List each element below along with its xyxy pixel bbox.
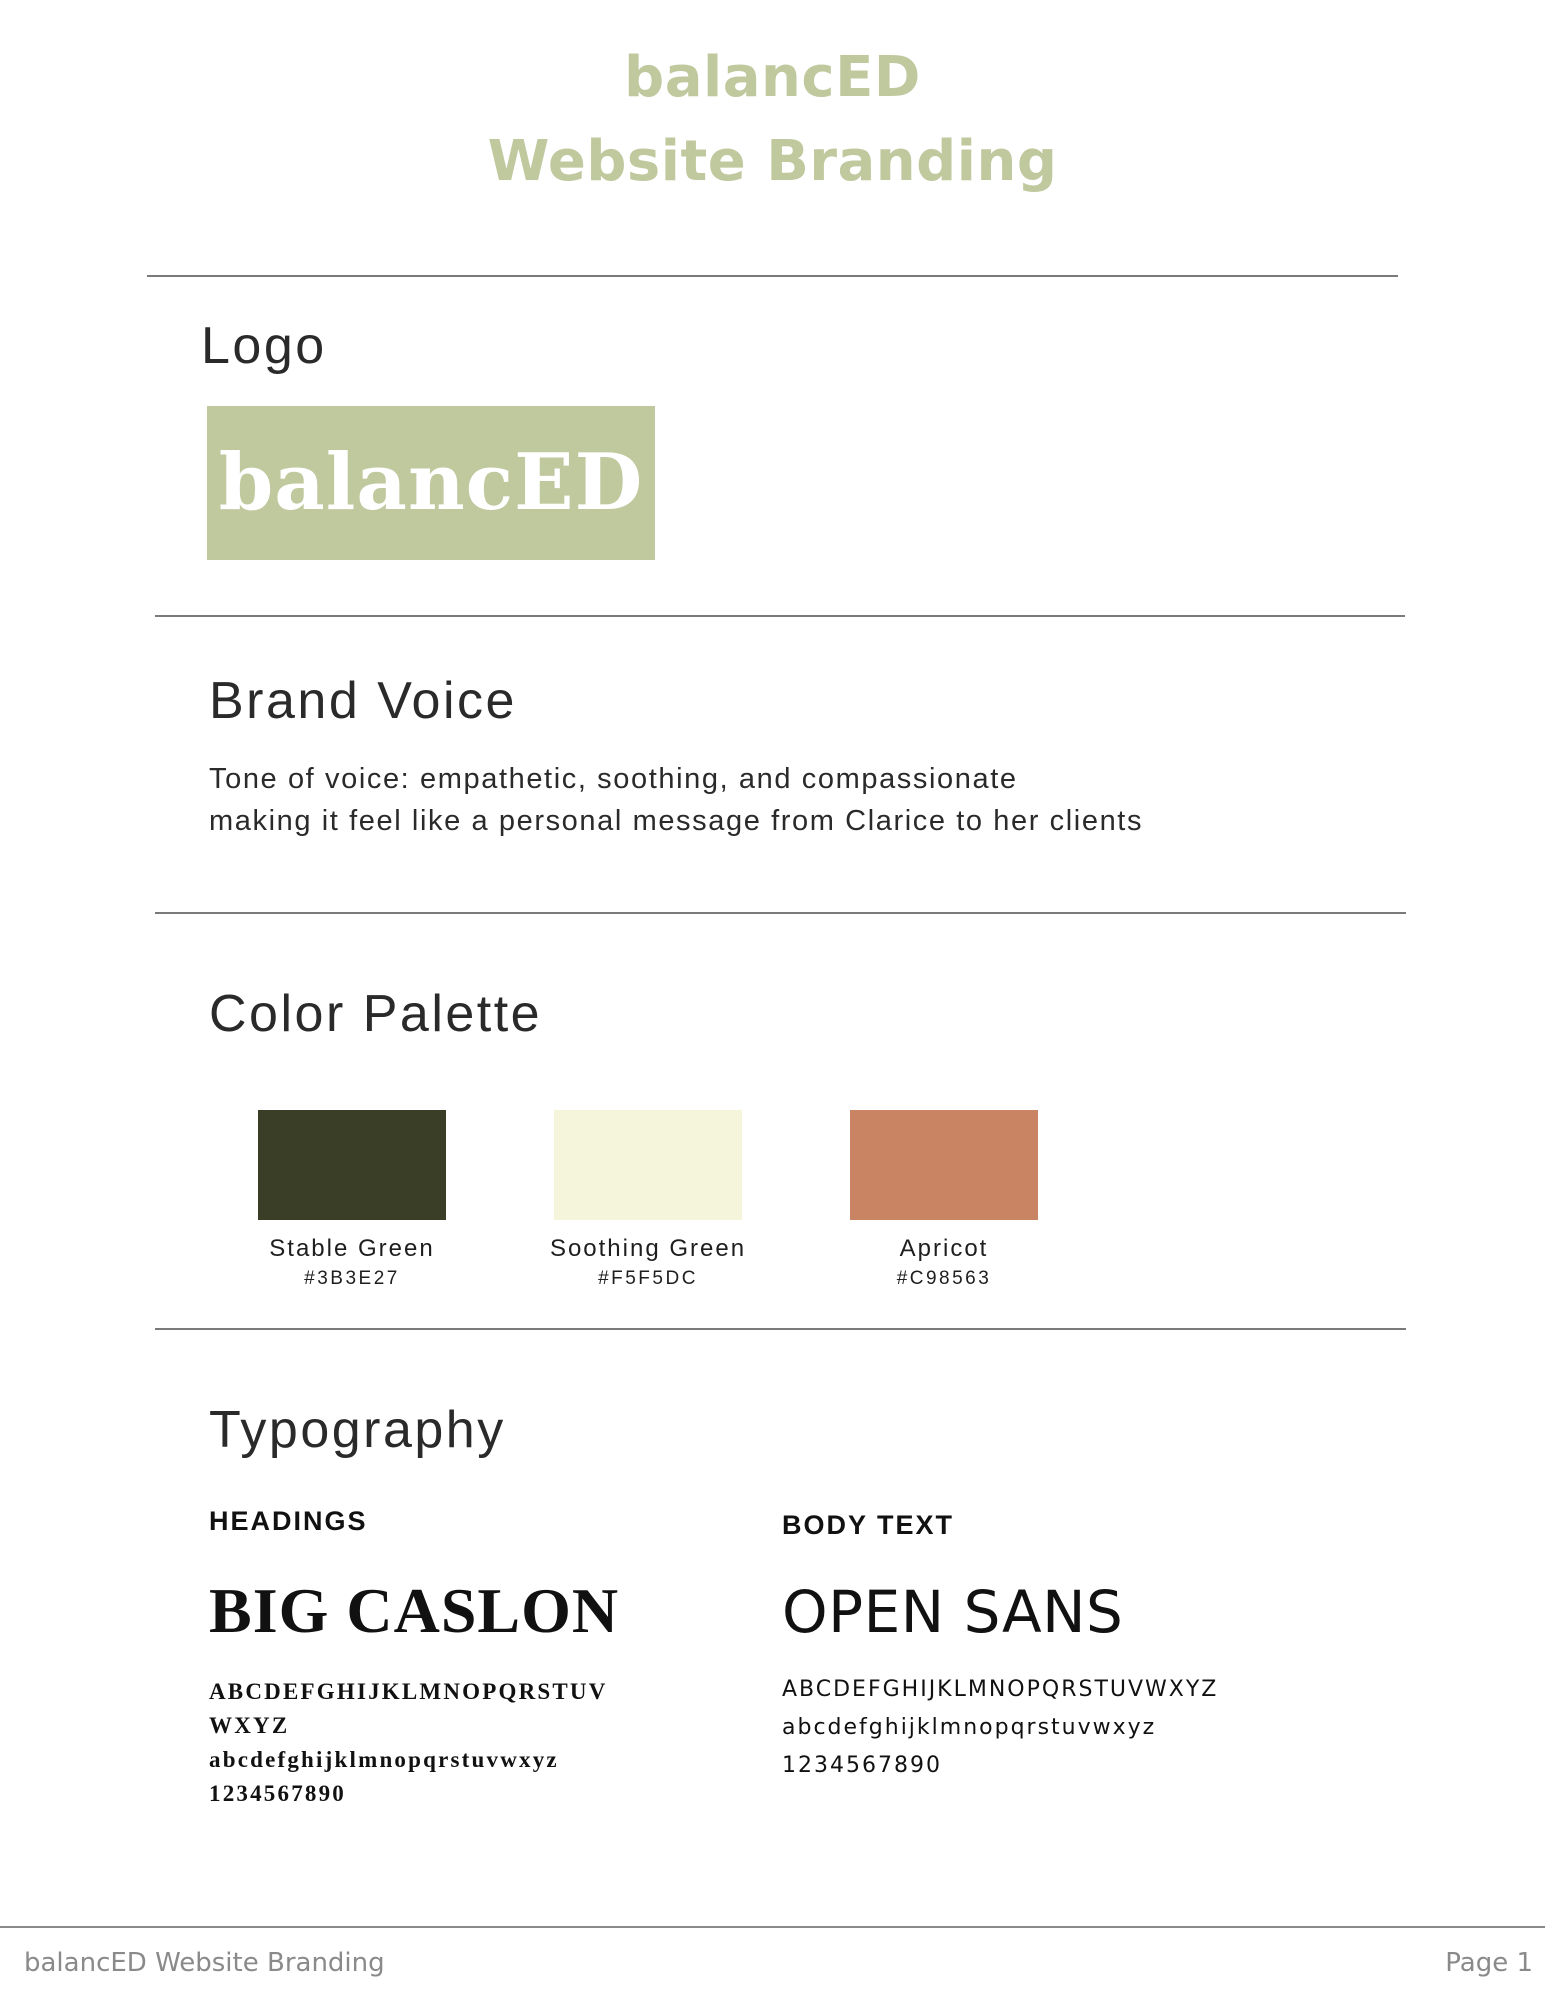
brand-voice-line: making it feel like a personal message from Clarice to her clients xyxy=(209,805,1144,837)
headings-label: HEADINGS xyxy=(209,1506,368,1536)
divider xyxy=(155,615,1405,617)
page-title xyxy=(0,36,1545,204)
glyph-line: ABCDEFGHIJKLMNOPQRSTUVWXYZ xyxy=(782,1677,1219,1702)
glyph-line: ABCDEFGHIJKLMNOPQRSTUV xyxy=(209,1679,608,1704)
swatch-hex: #F5F5DC xyxy=(598,1268,698,1289)
logo-heading: Logo xyxy=(201,317,327,375)
page-title-line2: Website Branding xyxy=(487,129,1058,194)
brand-voice-line: Tone of voice: empathetic, soothing, and compassionate xyxy=(209,763,1018,795)
color-palette-heading: Color Palette xyxy=(209,985,543,1043)
swatch-hex: #3B3E27 xyxy=(304,1268,400,1289)
glyph-line: abcdefghijklmnopqrstuvwxyz xyxy=(782,1715,1157,1740)
swatch-name: Stable Green xyxy=(269,1235,435,1262)
logo-wordmark: balancED xyxy=(218,437,644,528)
glyph-line: WXYZ xyxy=(209,1713,290,1738)
swatch-apricot xyxy=(814,1110,1074,1292)
body-text-label: BODY TEXT xyxy=(782,1510,955,1540)
divider xyxy=(147,275,1398,277)
body-glyphs xyxy=(782,1671,1218,1785)
body-font-column xyxy=(782,1512,1218,1785)
glyph-line: 1234567890 xyxy=(782,1753,942,1778)
logo xyxy=(207,406,655,560)
color-swatch xyxy=(258,1110,446,1220)
swatch-hex: #C98563 xyxy=(896,1268,992,1289)
headings-font-name: BIG CASLON xyxy=(209,1575,620,1646)
footer-page-number: Page 1 xyxy=(1445,1948,1533,1978)
typography-heading: Typography xyxy=(209,1401,506,1459)
brand-voice-heading: Brand Voice xyxy=(209,672,517,730)
color-swatch xyxy=(554,1110,742,1220)
swatch-name: Apricot xyxy=(899,1235,989,1262)
swatch-soothing-green xyxy=(518,1110,778,1292)
page-title-line1: balancED xyxy=(624,45,921,110)
headings-glyphs xyxy=(209,1675,669,1811)
footer-divider xyxy=(0,1926,1545,1928)
body-font-name: OPEN SANS xyxy=(782,1578,1124,1646)
divider xyxy=(155,1328,1406,1330)
glyph-line: abcdefghijklmnopqrstuvwxyz xyxy=(209,1747,559,1772)
color-swatch xyxy=(850,1110,1038,1220)
glyph-line: 1234567890 xyxy=(209,1781,346,1806)
footer-document-title: balancED Website Branding xyxy=(24,1948,385,1978)
swatch-name: Soothing Green xyxy=(549,1235,747,1262)
swatch-stable-green xyxy=(222,1110,482,1292)
brand-voice-text xyxy=(209,758,1143,842)
headings-font-column xyxy=(209,1508,669,1811)
divider xyxy=(155,912,1406,914)
